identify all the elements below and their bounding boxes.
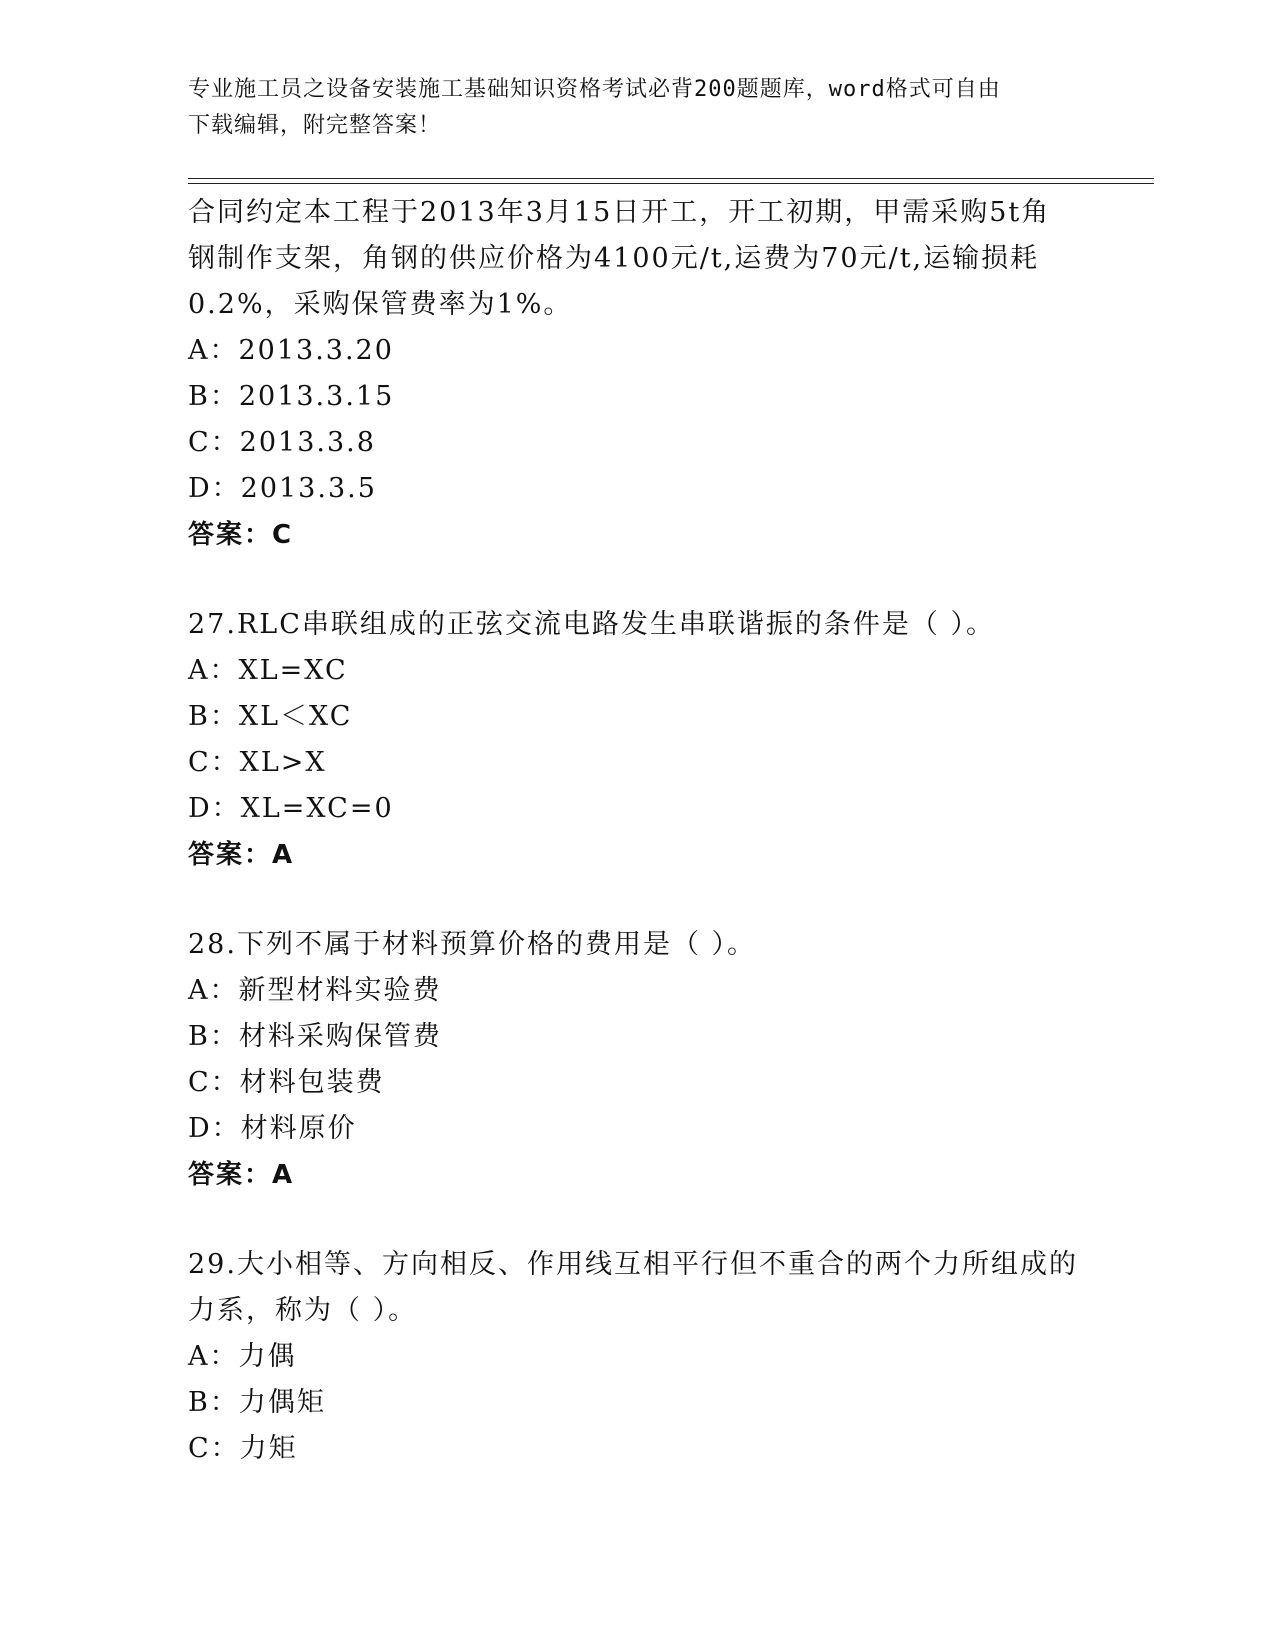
question-block xyxy=(188,922,1088,1198)
question-list xyxy=(188,190,1088,1472)
question-stem-line: 力系，称为（ ）。 xyxy=(188,1295,418,1326)
question-block xyxy=(188,190,1088,558)
question-stem-line: 28.下列不属于材料预算价格的费用是（ ）。 xyxy=(188,929,757,960)
question-stem-line: 钢制作支架，角钢的供应价格为4100元/t,运费为70元/t,运输损耗 xyxy=(188,243,1040,274)
option-a: A：XL=XC xyxy=(188,655,348,686)
header-line-1: 专业施工员之设备安装施工基础知识资格考试必背200题题库，word格式可自由 xyxy=(188,77,1001,102)
option-b: B：材料采购保管费 xyxy=(188,1021,442,1052)
option-a: A：力偶 xyxy=(188,1341,297,1372)
option-d: D：XL=XC=0 xyxy=(188,793,394,824)
option-c: C：材料包装费 xyxy=(188,1067,385,1098)
question-stem-line: 0.2%，采购保管费率为1%。 xyxy=(188,289,573,320)
document-header xyxy=(188,72,1088,144)
option-b: B：2013.3.15 xyxy=(188,381,395,412)
header-line-2: 下载编辑，附完整答案！ xyxy=(188,113,442,138)
question-stem-line: 27.RLC串联组成的正弦交流电路发生串联谐振的条件是（ ）。 xyxy=(188,609,995,640)
option-a: A：2013.3.20 xyxy=(188,335,394,366)
question-stem-line: 29.大小相等、方向相反、作用线互相平行但不重合的两个力所组成的 xyxy=(188,1249,1078,1280)
answer-line: 答案：A xyxy=(188,1160,295,1190)
question-block xyxy=(188,602,1088,878)
option-a: A：新型材料实验费 xyxy=(188,975,442,1006)
question-block xyxy=(188,1242,1088,1472)
header-divider-top xyxy=(188,178,1154,179)
header-divider-bottom xyxy=(188,183,1154,184)
option-b: B：力偶矩 xyxy=(188,1387,326,1418)
option-c: C：2013.3.8 xyxy=(188,427,376,458)
answer-line: 答案：C xyxy=(188,520,294,550)
option-b: B：XL＜XC xyxy=(188,701,353,732)
option-d: D：2013.3.5 xyxy=(188,473,377,504)
option-d: D：材料原价 xyxy=(188,1113,357,1144)
answer-line: 答案：A xyxy=(188,840,295,870)
option-c: C：XL>X xyxy=(188,747,327,778)
option-c: C：力矩 xyxy=(188,1433,298,1464)
question-stem-line: 合同约定本工程于2013年3月15日开工，开工初期，甲需采购5t角 xyxy=(188,197,1051,228)
